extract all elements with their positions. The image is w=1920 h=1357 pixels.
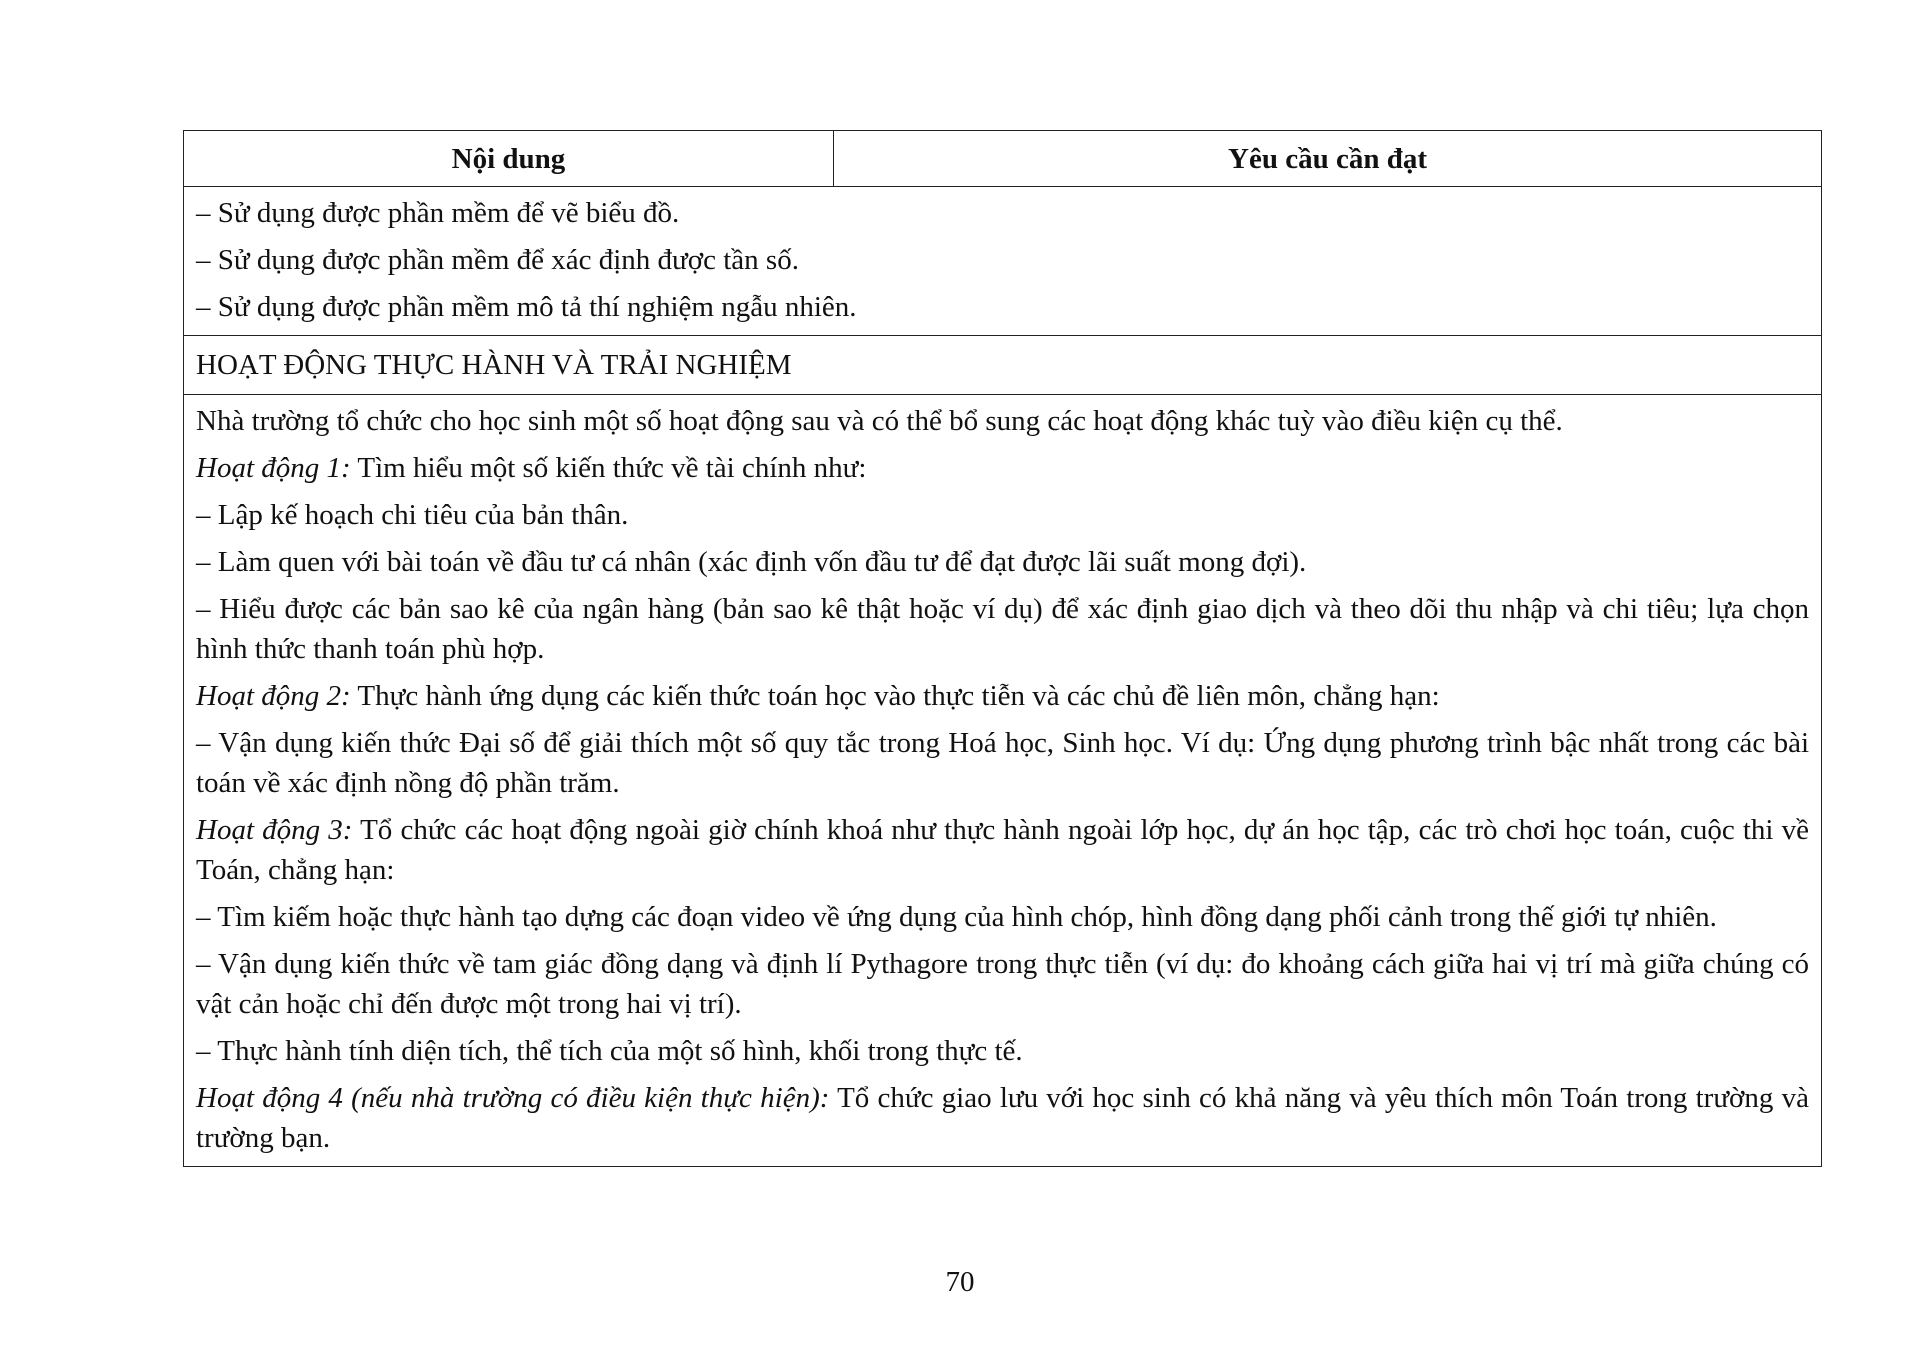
activity-3-heading <box>196 810 1809 890</box>
activity-3-text: Tổ chức các hoạt động ngoài giờ chính khoá như thực hành ngoài lớp học, dự án học tập, các trò chơi học toán, cuộc thi về Toán, chẳng hạn: <box>196 814 1809 886</box>
activities-row <box>184 395 1822 1167</box>
activity-2-label: Hoạt động 2: <box>196 680 351 712</box>
list-item: – Tìm kiếm hoặc thực hành tạo dựng các đoạn video về ứng dụng của hình chóp, hình đồng dạng phối cảnh trong thế giới tự nhiên. <box>196 901 1717 933</box>
curriculum-table <box>183 130 1822 1167</box>
list-item: – Sử dụng được phần mềm mô tả thí nghiệm ngẫu nhiên. <box>196 291 857 323</box>
activity-1-text: Tìm hiểu một số kiến thức về tài chính như: <box>350 452 867 484</box>
activity-4-label: Hoạt động 4 (nếu nhà trường có điều kiện thực hiện): <box>196 1082 830 1114</box>
list-item: – Làm quen với bài toán về đầu tư cá nhân (xác định vốn đầu tư để đạt được lãi suất mong đợi). <box>196 546 1307 578</box>
activity-1-heading <box>196 448 1809 488</box>
list-item: – Hiểu được các bản sao kê của ngân hàng (bản sao kê thật hoặc ví dụ) để xác định giao dịch và theo dõi thu nhập và chi tiêu; lựa chọn hình thức thanh toán phù hợp. <box>196 593 1809 665</box>
header-noi-dung: Nội dung <box>184 131 834 187</box>
section-title-row <box>184 336 1822 395</box>
list-item: – Vận dụng kiến thức về tam giác đồng dạng và định lí Pythagore trong thực tiễn (ví dụ: đo khoảng cách giữa hai vị trí mà giữa chúng có vật cản hoặc chỉ đến được một trong hai vị trí). <box>196 948 1809 1020</box>
header-yeu-cau: Yêu cầu cần đạt <box>834 131 1822 187</box>
table-header-row <box>184 131 1822 187</box>
list-item: – Lập kế hoạch chi tiêu của bản thân. <box>196 499 629 531</box>
software-row <box>184 187 1822 336</box>
section-title: HOẠT ĐỘNG THỰC HÀNH VÀ TRẢI NGHIỆM <box>184 336 1822 395</box>
activity-1-label: Hoạt động 1: <box>196 452 351 484</box>
activity-2-heading <box>196 676 1809 716</box>
list-item: – Sử dụng được phần mềm để vẽ biểu đồ. <box>196 197 680 229</box>
activity-2-text: Thực hành ứng dụng các kiến thức toán học vào thực tiễn và các chủ đề liên môn, chẳng hạn: <box>350 680 1440 712</box>
intro-paragraph: Nhà trường tổ chức cho học sinh một số hoạt động sau và có thể bổ sung các hoạt động khác tuỳ vào điều kiện cụ thể. <box>196 405 1563 437</box>
list-item: – Thực hành tính diện tích, thể tích của một số hình, khối trong thực tế. <box>196 1035 1023 1067</box>
activity-4-heading <box>196 1078 1809 1158</box>
page-number: 70 <box>945 1266 975 1298</box>
activities-cell <box>184 395 1822 1167</box>
activity-3-label: Hoạt động 3: <box>196 814 353 846</box>
software-cell <box>184 187 1822 336</box>
list-item: – Sử dụng được phần mềm để xác định được tần số. <box>196 244 799 276</box>
activity-4-text: Tổ chức giao lưu với học sinh có khả năng và yêu thích môn Toán trong trường và trường bạn. <box>196 1082 1809 1154</box>
list-item: – Vận dụng kiến thức Đại số để giải thích một số quy tắc trong Hoá học, Sinh học. Ví dụ: Ứng dụng phương trình bậc nhất trong các bài toán về xác định nồng độ phần trăm. <box>196 727 1809 799</box>
